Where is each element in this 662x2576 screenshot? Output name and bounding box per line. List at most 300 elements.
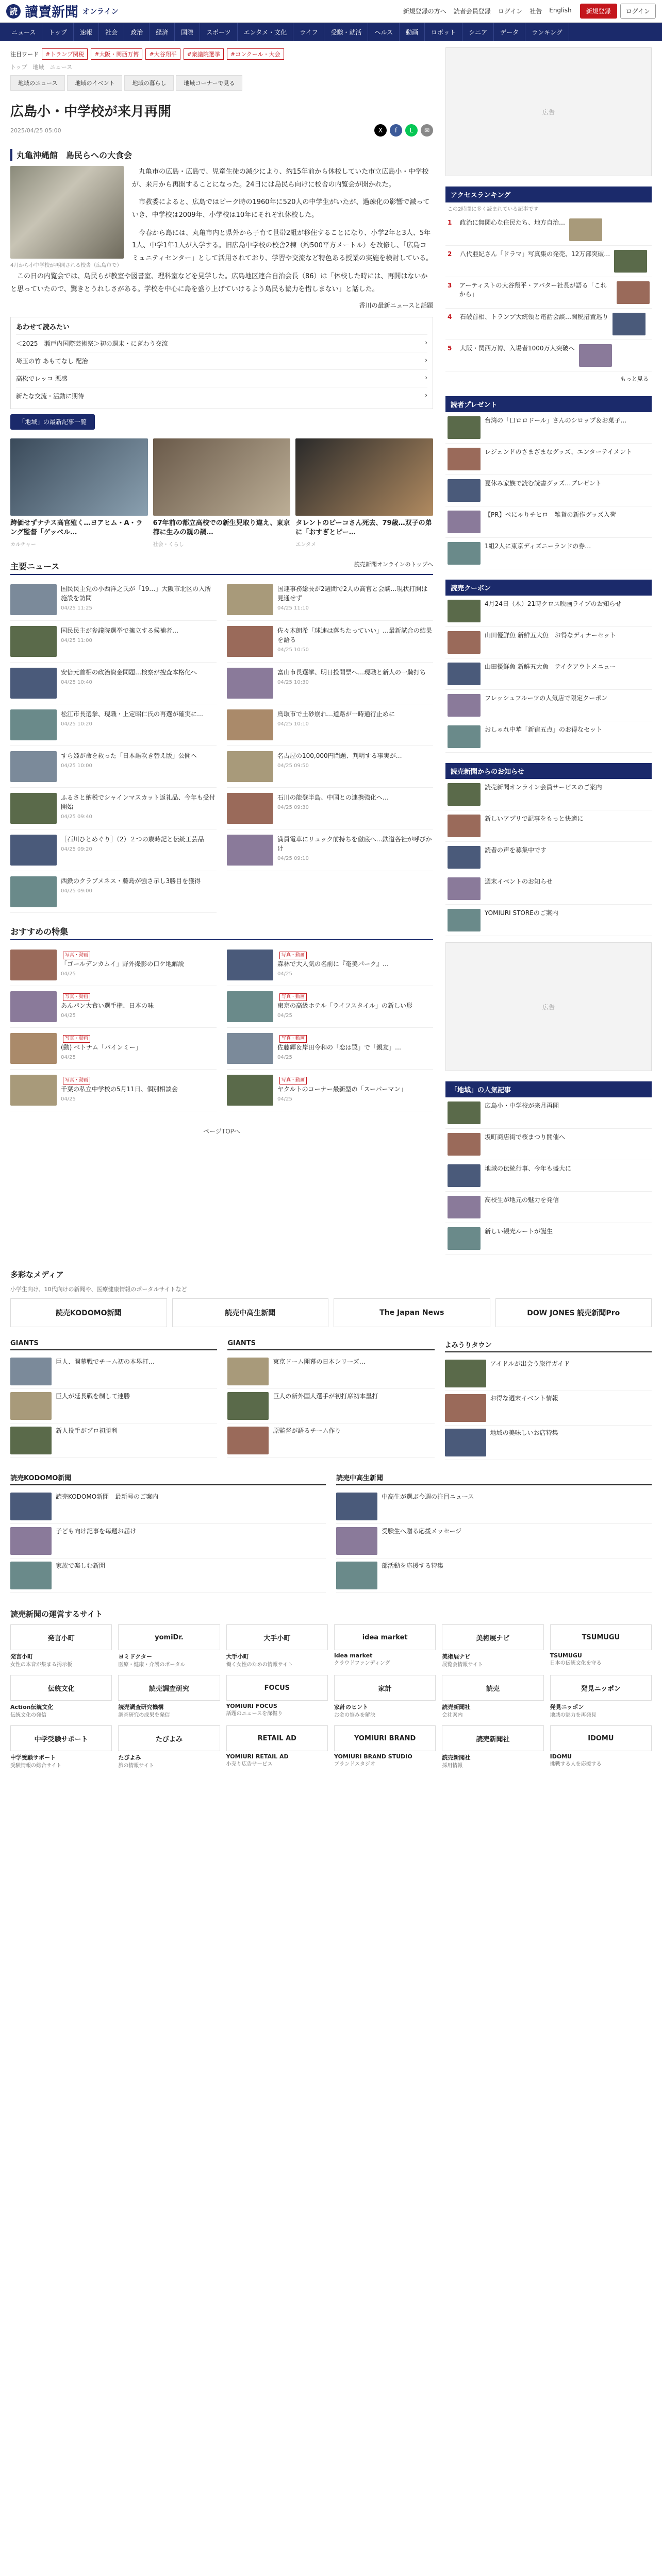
osusume-item[interactable]	[10, 986, 217, 1028]
news-item[interactable]	[227, 829, 433, 871]
notice-title: 読売新聞オンライン会員サービスのご案内	[485, 784, 602, 791]
trend-label: 注目ワード	[10, 51, 39, 58]
news-title: 石川の能登半島、中国との連携強化へ…	[277, 793, 389, 801]
tab-region-news[interactable]: 地域のニュース	[10, 75, 65, 91]
mail-share-icon[interactable]: ✉	[421, 124, 433, 137]
ranking-head: アクセスランキング	[445, 187, 652, 202]
news-text-block	[61, 876, 201, 907]
osusume-text-block	[277, 991, 412, 1022]
news-date: 04/25 09:10	[277, 855, 309, 861]
top-links	[403, 7, 572, 15]
top-buttons	[580, 4, 656, 19]
category-badge: 写真・動画	[63, 1077, 90, 1085]
nav-item-7[interactable]: スポーツ	[200, 23, 238, 41]
chevron-right-icon: ›	[425, 357, 427, 364]
ranking-thumbnail	[617, 281, 650, 304]
news-date: 04/25 10:10	[277, 721, 309, 727]
news-item[interactable]	[10, 579, 217, 621]
ranking-more[interactable]: もっと見る	[620, 376, 649, 382]
tab-region-life[interactable]: 地域の暮らし	[124, 75, 174, 91]
service-card[interactable]	[118, 1624, 220, 1669]
featured-image	[295, 438, 433, 516]
news-date: 04/25 10:40	[61, 679, 92, 685]
login-button[interactable]: ログイン	[620, 4, 656, 19]
service-logo: IDOMU	[550, 1725, 652, 1751]
top-bar	[0, 0, 662, 23]
region-popular-list	[445, 1097, 652, 1255]
service-logo: YOMIURI BRAND	[334, 1725, 436, 1751]
ranking-title: 政治に無関心な住民たち、地方自治…	[460, 219, 566, 226]
news-date: 04/25 11:00	[61, 637, 92, 643]
site-logo[interactable]	[6, 2, 119, 21]
news-text-block	[61, 668, 197, 699]
service-desc: お金の悩みを解決	[334, 1713, 375, 1718]
service-name: たびよみ	[118, 1754, 141, 1761]
service-name: 中学受験サポート	[10, 1754, 56, 1761]
related-text: 高松でレッコ 悪感	[16, 375, 68, 383]
osusume-title: おすすめの特集	[10, 926, 69, 937]
news-thumbnail	[10, 876, 57, 907]
news-text-block	[277, 751, 402, 782]
trend-tag[interactable]: #コンクール・大会	[227, 48, 284, 60]
notice-item[interactable]	[445, 873, 652, 905]
news-item[interactable]	[10, 621, 217, 663]
ranking-item[interactable]	[445, 340, 652, 371]
service-card[interactable]	[10, 1624, 112, 1669]
news-item[interactable]	[10, 829, 217, 871]
service-card[interactable]	[226, 1624, 328, 1669]
osusume-item[interactable]	[227, 1028, 433, 1070]
teen-thumbnail	[336, 1527, 377, 1555]
osusume-item[interactable]	[227, 986, 433, 1028]
news-date: 04/25 11:25	[61, 605, 92, 611]
osusume-date: 04/25	[61, 1013, 76, 1019]
notice-title: 週末イベントのお知らせ	[485, 878, 553, 885]
present-item[interactable]	[445, 444, 652, 475]
breadcrumb[interactable]: トップ 地域 ニュース	[10, 64, 73, 71]
service-logo: FOCUS	[226, 1675, 328, 1701]
category-badge: 写真・動画	[279, 952, 307, 960]
osusume-title: 森林で大人気の名前に『奄美パーク』…	[277, 960, 389, 968]
nav-item-9[interactable]: ライフ	[293, 23, 324, 41]
rank-number: 1	[448, 219, 452, 226]
service-logo: TSUMUGU	[550, 1624, 652, 1650]
news-item[interactable]	[10, 788, 217, 829]
footer-thumbnail	[227, 1358, 269, 1385]
chevron-right-icon: ›	[425, 392, 427, 399]
kodomo-title: 子ども向け記事を毎週お届け	[56, 1528, 137, 1535]
osusume-item[interactable]	[227, 1070, 433, 1111]
osusume-date: 04/25	[277, 1013, 292, 1019]
news-title: 松江市長選挙、現職・上定昭仁氏の再選が確実に…	[61, 710, 204, 718]
top-link-2[interactable]: 読者会員登録	[453, 8, 491, 15]
region-popular-item[interactable]	[445, 1192, 652, 1223]
service-desc: 小売り広告サービス	[226, 1761, 273, 1767]
service-card[interactable]	[442, 1624, 543, 1669]
kodomo-item[interactable]	[10, 1558, 326, 1593]
service-name: TSUMUGU	[550, 1652, 582, 1659]
ranking-item[interactable]	[445, 309, 652, 340]
brand-card[interactable]	[10, 1298, 167, 1327]
teen-item[interactable]	[336, 1489, 652, 1524]
logo-mark-icon: 読	[6, 4, 21, 19]
kodomo-item[interactable]	[10, 1524, 326, 1558]
related-item[interactable]	[16, 387, 427, 404]
footer-item-title: お得な週末イベント情報	[490, 1395, 558, 1402]
service-desc: 会社案内	[442, 1713, 463, 1718]
news-text-block	[277, 668, 426, 699]
footer-column-item[interactable]	[10, 1423, 217, 1458]
news-text-block	[61, 751, 197, 782]
footer-column-item[interactable]	[227, 1354, 434, 1389]
main-news-more-link[interactable]: 読売新聞オンラインのトップへ	[354, 561, 433, 568]
footer-column-item[interactable]	[227, 1423, 434, 1458]
osusume-item[interactable]	[10, 944, 217, 986]
service-logo: 発言小町	[10, 1624, 112, 1650]
ranking-item[interactable]	[445, 214, 652, 246]
article-photo[interactable]	[10, 166, 124, 259]
osusume-text-block	[61, 950, 184, 980]
news-item[interactable]	[227, 704, 433, 746]
nav-item-14[interactable]: シニア	[462, 23, 494, 41]
article-meta	[10, 124, 433, 137]
news-item[interactable]	[227, 621, 433, 663]
news-date: 04/25 09:40	[61, 814, 92, 820]
kodomo-item[interactable]	[10, 1489, 326, 1524]
footer-thumbnail	[227, 1427, 269, 1454]
read-more	[10, 301, 433, 310]
osusume-item[interactable]	[10, 1028, 217, 1070]
news-text-block	[61, 793, 217, 824]
related-item[interactable]	[16, 352, 427, 369]
share-buttons	[374, 124, 433, 137]
nav-item-13[interactable]: ロボット	[425, 23, 462, 41]
region-popular-item[interactable]	[445, 1097, 652, 1129]
service-name: YOMIURI FOCUS	[226, 1703, 277, 1709]
top-link-3[interactable]: ログイン	[498, 8, 523, 15]
footer-item-title: 地域の美味しいお店特集	[490, 1429, 558, 1436]
notice-item[interactable]	[445, 779, 652, 810]
nav-item-12[interactable]: 動画	[400, 23, 425, 41]
service-card[interactable]	[118, 1675, 220, 1719]
news-item[interactable]	[227, 663, 433, 704]
osusume-list	[10, 944, 433, 1111]
footer-columns	[10, 1340, 652, 1460]
osusume-thumbnail	[10, 991, 57, 1022]
present-thumbnail	[448, 416, 481, 439]
nav-item-6[interactable]: 国際	[175, 23, 200, 41]
news-text-block	[277, 584, 433, 615]
service-name: ヨミドクター	[118, 1653, 152, 1660]
osusume-item[interactable]	[10, 1070, 217, 1111]
region-popular-item[interactable]	[445, 1129, 652, 1160]
main-news-head	[10, 560, 433, 575]
news-item[interactable]	[10, 704, 217, 746]
brand-card[interactable]	[334, 1298, 490, 1327]
nav-item-2[interactable]: 速報	[74, 23, 99, 41]
region-popular-item[interactable]	[445, 1160, 652, 1192]
service-card[interactable]	[550, 1675, 652, 1719]
present-thumbnail	[448, 542, 481, 565]
news-date: 04/25 09:20	[61, 846, 92, 852]
present-title: 1組2人に東京ディズニーランドの券…	[485, 543, 591, 550]
coupon-title: 山田優鮮魚 新鮮五大魚 お得なディナーセット	[485, 632, 616, 639]
top-link-4[interactable]: 社告	[529, 8, 542, 15]
footer-column-item[interactable]	[445, 1357, 652, 1391]
service-card[interactable]	[550, 1725, 652, 1770]
present-title: 夏休み家族で読む読書グッズ…プレゼント	[485, 480, 602, 487]
tab-region-corner[interactable]: 地域コーナーで見る	[176, 75, 242, 91]
footer-column-item[interactable]	[10, 1389, 217, 1423]
coupon-thumbnail	[448, 600, 481, 622]
region-popular-title: 高校生が地元の魅力を発信	[485, 1196, 559, 1204]
osusume-thumbnail	[10, 1033, 57, 1064]
osusume-thumbnail	[227, 950, 273, 980]
service-card[interactable]	[334, 1675, 436, 1719]
teen-title: 受験生へ贈る応援メッセージ	[382, 1528, 462, 1535]
related-head: あわせて読みたい	[16, 324, 70, 332]
footer-column-head: GIANTS	[10, 1340, 217, 1350]
news-thumbnail	[10, 835, 57, 866]
related-item[interactable]	[16, 334, 427, 352]
ranking-thumbnail	[579, 344, 612, 367]
tab-region-events[interactable]: 地域のイベント	[67, 75, 122, 91]
osusume-item[interactable]	[227, 944, 433, 986]
featured-title: タレントのピーコさん死去、79歳…双子の弟に「おすぎとピー…	[295, 519, 432, 537]
brand-card[interactable]	[495, 1298, 652, 1327]
footer-thumbnail	[10, 1392, 52, 1420]
region-list-button[interactable]: 「地域」の最新記事一覧	[10, 414, 95, 430]
paragraph: 市教委によると、広島ではピーク時の1960年に520人の中学生がいたが、過疎化の影響で減っていき、中学校は2009年、小学校は10年にそれぞれ休校した。	[132, 198, 430, 219]
trend-tag[interactable]: #トランプ関税	[42, 48, 88, 60]
nav-item-15[interactable]: データ	[494, 23, 525, 41]
footer-column-item[interactable]	[445, 1426, 652, 1460]
footer-thumbnail	[10, 1358, 52, 1385]
news-text-block	[277, 626, 433, 657]
ranking-item[interactable]	[445, 277, 652, 309]
brand-logo: 読売KODOMO新聞	[10, 1298, 167, 1327]
osusume-date: 04/25	[277, 1055, 292, 1061]
x-share-icon[interactable]: X	[374, 124, 387, 137]
teen-item[interactable]	[336, 1524, 652, 1558]
news-item[interactable]	[10, 663, 217, 704]
present-title: レジェンドのさまざまなグッズ、エンターテイメント	[485, 448, 632, 455]
news-thumbnail	[227, 751, 273, 782]
featured-source: エンタメ	[295, 541, 316, 548]
page-top-link[interactable]: ページTOPへ	[203, 1127, 240, 1135]
line-share-icon[interactable]: L	[405, 124, 418, 137]
paragraph: この日の内覧会では、島民らが教室や図書室、理科室などを見学した。広島地区連合自治会長（86）は「休校した時には、再開はないかと思っていたので、驚きとうれしさがある。学校を中心に島を盛り上げていけるよう島民も協力を惜しまない」と話した。	[10, 272, 428, 293]
footer-column-item[interactable]	[445, 1391, 652, 1426]
news-date: 04/25 11:10	[277, 605, 309, 611]
news-thumbnail	[10, 584, 57, 615]
present-list	[445, 412, 652, 569]
news-text-block	[61, 835, 204, 866]
nav-item-1[interactable]: トップ	[42, 23, 74, 41]
footer-thumbnail	[445, 1394, 486, 1422]
osusume-thumbnail	[10, 950, 57, 980]
notice-item[interactable]	[445, 842, 652, 873]
trend-tag[interactable]: #大谷翔平	[145, 48, 180, 60]
service-logo: たびよみ	[118, 1725, 220, 1751]
related-item[interactable]	[16, 369, 427, 387]
teen-item[interactable]	[336, 1558, 652, 1593]
notice-item[interactable]	[445, 905, 652, 936]
service-desc: 話題のニュースを深掘り	[226, 1711, 283, 1717]
site-header	[0, 0, 662, 41]
region-popular-thumbnail	[448, 1133, 481, 1156]
nav-item-5[interactable]: 経済	[150, 23, 175, 41]
service-card[interactable]	[334, 1725, 436, 1770]
rank-number: 4	[448, 313, 452, 320]
related-text: 新たな交流・活動に期待	[16, 393, 85, 400]
service-card[interactable]	[226, 1725, 328, 1770]
notice-title: 新しいアプリで記事をもっと快適に	[485, 815, 584, 822]
osusume-title: あんパン大食い選手権、日本の味	[61, 1002, 154, 1010]
ranking-item[interactable]	[445, 246, 652, 277]
sidebar-ad[interactable]: 広告	[445, 47, 652, 176]
nav-item-0[interactable]: ニュース	[5, 23, 42, 41]
service-logo: RETAIL AD	[226, 1725, 328, 1751]
read-more-link[interactable]: 香川の最新ニュースと話題	[359, 302, 433, 310]
service-desc: クラウドファンディング	[334, 1660, 390, 1666]
news-title: 安倍元首相の政治資金問題…検察が捜査本格化へ	[61, 668, 197, 676]
service-desc: 伝統文化の発信	[10, 1713, 46, 1718]
osusume-date: 04/25	[61, 971, 76, 977]
news-item[interactable]	[227, 579, 433, 621]
news-item[interactable]	[227, 746, 433, 788]
top-link-5[interactable]: English	[549, 7, 572, 14]
present-item[interactable]	[445, 412, 652, 444]
coupon-item[interactable]	[445, 721, 652, 753]
footer-column-item[interactable]	[10, 1354, 217, 1389]
main-column	[10, 41, 433, 1255]
news-item[interactable]	[227, 788, 433, 829]
service-desc: 女性の本音が集まる掲示板	[10, 1662, 72, 1668]
footer-column	[445, 1340, 652, 1460]
featured-image	[153, 438, 291, 516]
featured-card[interactable]	[153, 438, 291, 547]
facebook-share-icon[interactable]: f	[390, 124, 402, 137]
present-title: 【PR】ぺにゃりチヒロ 雑貨の新作グッズ入荷	[485, 511, 616, 518]
top-link-1[interactable]: 新規登録の方へ	[403, 8, 446, 15]
news-title: 名古屋の100,000円問題、判明する事実が…	[277, 752, 402, 759]
service-desc: 旅の情報サイト	[118, 1763, 154, 1769]
osusume-text-block	[61, 991, 154, 1022]
sidebar-ad-2[interactable]: 広告	[445, 942, 652, 1071]
present-item[interactable]	[445, 475, 652, 506]
coupon-item[interactable]	[445, 690, 652, 721]
news-title: ［石川ひとめぐり］（2）２つの歳時記と伝統工芸品	[61, 835, 204, 843]
rank-number: 2	[448, 250, 452, 258]
ranking-title: 八代亜紀さん「ドラマ」写真集の発売、12万部突破…	[460, 250, 610, 258]
service-desc: 受験情報の総合サイト	[10, 1763, 62, 1769]
region-popular-item[interactable]	[445, 1223, 652, 1255]
notice-head: 読売新聞からのお知らせ	[445, 763, 652, 779]
footer-item-title: 巨人の新外国人選手が初打席初本塁打	[273, 1393, 378, 1400]
news-item[interactable]	[10, 746, 217, 788]
article-date: 2025/04/25 05:00	[10, 127, 61, 134]
nav-item-16[interactable]: ランキング	[525, 23, 569, 41]
service-card[interactable]	[334, 1624, 436, 1669]
nav-item-4[interactable]: 政治	[124, 23, 150, 41]
news-thumbnail	[227, 793, 273, 824]
service-logo: 発見ニッポン	[550, 1675, 652, 1701]
brand-card[interactable]	[172, 1298, 329, 1327]
service-head: 読売新聞の運営するサイト	[10, 1609, 103, 1619]
news-title: 富山市長選挙、明日投開票へ…現職と新人の一騎打ち	[277, 668, 426, 676]
present-item[interactable]	[445, 506, 652, 538]
nav-item-11[interactable]: ヘルス	[368, 23, 400, 41]
coupon-head: 読売クーポン	[445, 580, 652, 596]
news-item[interactable]	[10, 871, 217, 913]
news-thumbnail	[227, 584, 273, 615]
news-title: 国民民主党の小西洋之氏が「19…」大阪市北区の入所施設を訪問	[61, 585, 211, 602]
service-card[interactable]	[442, 1725, 543, 1770]
nav-item-8[interactable]: エンタメ・文化	[238, 23, 294, 41]
news-text-block	[61, 584, 217, 615]
region-popular-title: 地域の伝統行事、今年も盛大に	[485, 1165, 572, 1172]
featured-source: カルチャー	[10, 541, 36, 548]
osusume-date: 04/25	[61, 1096, 76, 1103]
osusume-text-block	[61, 1075, 178, 1106]
coupon-item[interactable]	[445, 627, 652, 658]
footer-column-item[interactable]	[227, 1389, 434, 1423]
osusume-title: 東京の高級ホテル「ライフスタイル」の新しい形	[277, 1002, 412, 1010]
kodomo-thumbnail	[10, 1493, 52, 1520]
ranking-title: アーティストの大谷翔平・アバター社長が語る「これから」	[459, 282, 607, 298]
present-title: 台湾の「口ロロドール」さんのシロップ＆お菓子…	[485, 417, 627, 424]
article-text-continued	[10, 270, 433, 296]
paragraph: 今春から島には、丸亀市内と県外から子育て世帯2組が移住することになり、小学2年と3人、5年1人、中学1年1人が入学する。旧広島中学校の校舎2棟（約500平方メートル）を改修し、「広島コミュニティセンター」として活用されており、学習や交流など特色ある授業の実施を検討している。	[132, 229, 433, 263]
service-card[interactable]	[226, 1675, 328, 1719]
register-button[interactable]: 新規登録	[580, 4, 617, 19]
service-card[interactable]	[10, 1725, 112, 1770]
osusume-title: 佐藤輝＆岸田令和の「恋は罠」で「親友」…	[277, 1044, 402, 1052]
featured-card[interactable]	[295, 438, 433, 547]
trend-tag[interactable]: #大阪・関西万博	[91, 48, 142, 60]
news-text-block	[277, 793, 389, 824]
category-badge: 写真・動画	[279, 1035, 307, 1043]
service-card[interactable]	[550, 1624, 652, 1669]
service-name: idea market	[334, 1652, 373, 1659]
osusume-text-block	[61, 1033, 142, 1064]
related-box	[10, 317, 433, 409]
nav-item-10[interactable]: 受験・就活	[324, 23, 368, 41]
osusume-text-block	[277, 1075, 406, 1106]
news-text-block	[277, 709, 395, 740]
footer-thumbnail	[10, 1427, 52, 1454]
footer-item-title: アイドルが出会う旅行ガイド	[490, 1360, 570, 1367]
trend-tag[interactable]: #衆議院選挙	[184, 48, 224, 60]
notice-item[interactable]	[445, 810, 652, 842]
service-card[interactable]	[118, 1725, 220, 1770]
news-thumbnail	[10, 793, 57, 824]
present-item[interactable]	[445, 538, 652, 569]
service-card[interactable]	[10, 1675, 112, 1719]
featured-card[interactable]	[10, 438, 148, 547]
follow-block	[10, 417, 433, 426]
service-card[interactable]	[442, 1675, 543, 1719]
service-logo: 読売新聞社	[442, 1725, 543, 1751]
coupon-item[interactable]	[445, 658, 652, 690]
footer-column-head: GIANTS	[227, 1340, 434, 1350]
coupon-list	[445, 596, 652, 753]
coupon-item[interactable]	[445, 596, 652, 627]
service-desc: 採用情報	[442, 1763, 463, 1769]
nav-item-3[interactable]: 社会	[99, 23, 124, 41]
chevron-right-icon: ›	[425, 374, 427, 382]
